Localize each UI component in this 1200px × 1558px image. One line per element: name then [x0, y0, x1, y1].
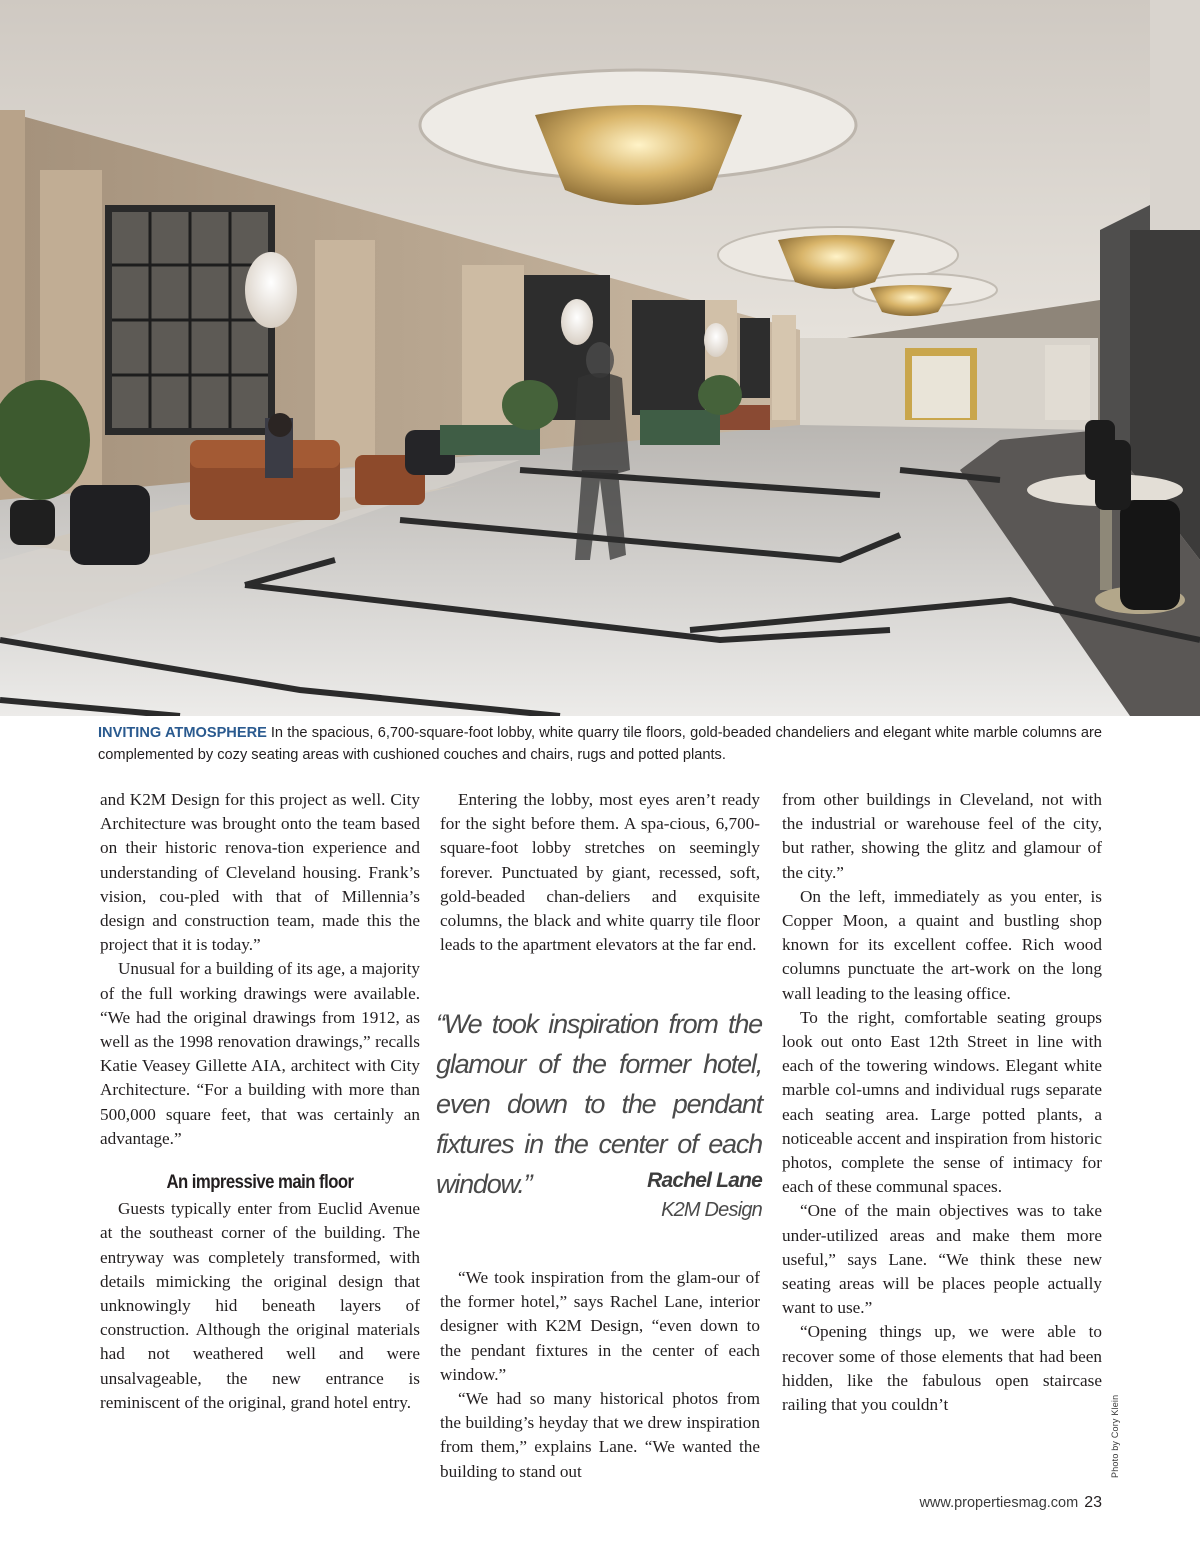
paragraph: Entering the lobby, most eyes aren’t ready for the sight before them. A spa-cious, 6,700-square-foot lobby stretches on seemingly forever. Punctuated by giant, recessed, soft, gold-beaded chan-deliers and exquisite columns, the black and white quarry tile floor leads to the apartment elevators at the far end.	[440, 790, 760, 955]
pull-quote-attribution	[560, 1166, 762, 1224]
lobby-illustration	[0, 0, 1200, 716]
paragraph: and K2M Design for this project as well. City Architecture was brought onto the team based on their historic renova-tion experience and understanding of Cleveland housing. Frank’s vision, cou-pled with that of Millennia’s design and construction team, made this the project that it is today.”	[100, 790, 420, 955]
article-column-1	[100, 788, 420, 1415]
photo-caption	[98, 722, 1102, 766]
paragraph: “Opening things up, we were able to recover some of those elements that had been hidden, like the fabulous open staircase railing that you couldn’t	[782, 1322, 1102, 1415]
article-column-3	[782, 788, 1102, 1417]
caption-text: In the spacious, 6,700-square-foot lobby, white quarry tile floors, gold-beaded chandeliers and elegant white marble columns are complemented by cozy seating areas with cushioned couches and chairs, rugs and potted plants.	[98, 725, 1102, 763]
paragraph: Unusual for a building of its age, a majority of the full working drawings were available. “We had the original drawings from 1912, as well as the 1998 renovation drawings,” recalls Katie Veasey Gillette AIA, architect with City Architecture. “For a building with more than 500,000 square feet, that was certainly an advantage.”	[100, 959, 420, 1148]
pull-quote: “We took inspiration from the glamour of the former hotel, even down to the pendant fixtures in the center of each window.”	[436, 1009, 762, 1199]
paragraph: “One of the main objectives was to take under-utilized areas and make them more useful,” says Lane. “We think these new seating areas will be places people actually want to use.”	[782, 1201, 1102, 1318]
paragraph: from other buildings in Cleveland, not with the industrial or warehouse feel of the city, but rather, showing the glitz and glamour of the city.”	[782, 790, 1102, 882]
paragraph: “We had so many historical photos from the building’s heyday that we drew inspiration from them,” explains Lane. “We wanted the building to stand out	[440, 1389, 760, 1481]
caption-kicker: INVITING ATMOSPHERE	[98, 725, 267, 741]
paragraph: To the right, comfortable seating groups look out onto East 12th Street in line with each of the towering windows. Elegant white marble col-umns and individual rugs separate each seating area. Large potted plants, a noticeable accent and inspiration from historic photos, complete the sense of intimacy for each of these communal spaces.	[782, 1007, 1102, 1197]
page-footer	[919, 1494, 1102, 1512]
article-column-2-top	[440, 788, 760, 957]
quote-author-name: Rachel Lane	[647, 1169, 762, 1192]
page-number: 23	[1084, 1494, 1102, 1511]
paragraph: “We took inspiration from the glam-our of the former hotel,” says Rachel Lane, interior designer with K2M Design, “even down to the pendant fixtures in the center of each window.”	[440, 1268, 760, 1384]
photo-credit: Photo by Cory Klein	[1110, 1394, 1120, 1478]
paragraph: Guests typically enter from Euclid Avenue at the southeast corner of the building. The entryway was completely transformed, with details mimicking the original design that unknowingly hid beneath layers of construction. Although the original materials had not weathered well and were unsalvageable, the new entrance is reminiscent of the original, grand hotel entry.	[100, 1199, 420, 1412]
section-subhead: An impressive main floor	[166, 1172, 354, 1194]
website-url: www.propertiesmag.com	[919, 1495, 1079, 1511]
quote-author-org: K2M Design	[661, 1199, 762, 1221]
lobby-photo	[0, 0, 1200, 716]
article-column-2-bottom	[440, 1266, 760, 1484]
paragraph: On the left, immediately as you enter, is Copper Moon, a quaint and bustling shop known for its excellent coffee. Rich wood columns punctuate the art-work on the long wall leading to the leasing office.	[782, 886, 1102, 1003]
